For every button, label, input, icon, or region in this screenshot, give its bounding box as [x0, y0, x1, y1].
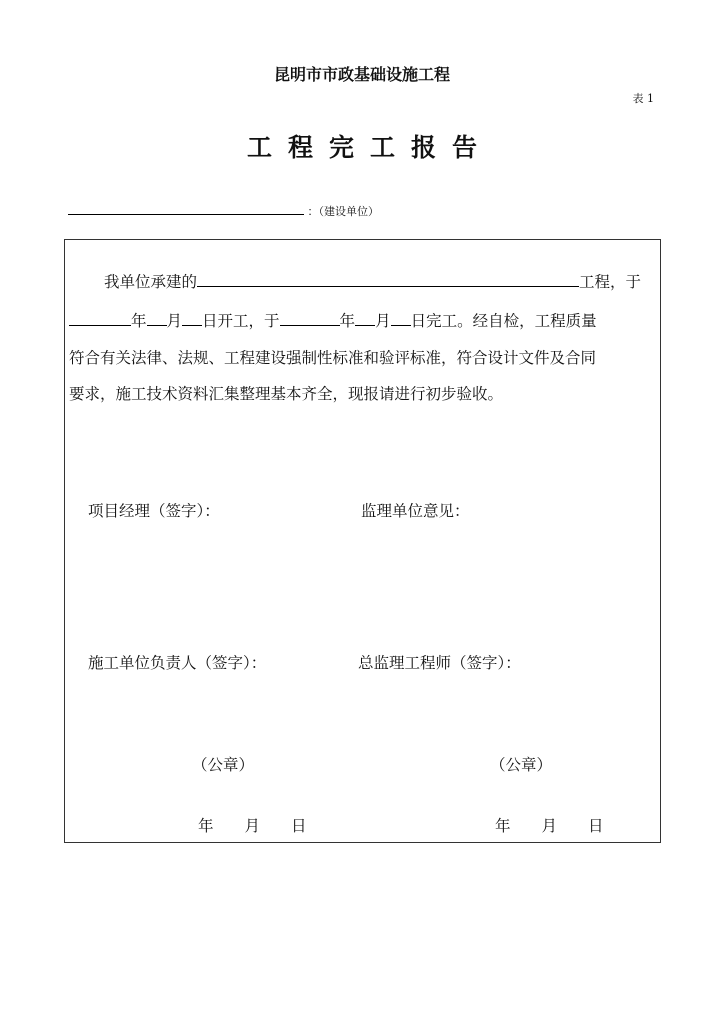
- body-line-2: [69, 309, 597, 331]
- project-manager-signature-label: 项目经理（签字）：: [88, 502, 220, 520]
- organization-heading: 昆明市市政基础设施工程: [273, 65, 450, 84]
- start-month-blank[interactable]: [147, 310, 167, 327]
- seal-left: （公章）: [192, 756, 255, 774]
- end-year-blank[interactable]: [280, 310, 340, 327]
- end-month-blank[interactable]: [355, 310, 375, 327]
- supervisor-opinion-label: 监理单位意见：: [361, 502, 470, 520]
- body-line-4: 要求，施工技术资料汇集整理基本齐全，现报请进行初步验收。: [69, 385, 504, 403]
- contractor-head-signature-label: 施工单位负责人（签字）：: [88, 654, 267, 672]
- line1-prefix: 我单位承建的: [104, 273, 198, 291]
- table-number: 表 1: [632, 92, 654, 105]
- body-line-3: 符合有关法律、法规、工程建设强制性标准和验评标准，符合设计文件及合同: [69, 349, 597, 367]
- month-label: 月: [166, 312, 183, 330]
- construction-unit-blank[interactable]: [68, 203, 304, 215]
- addressee-suffix: ：（建设单位）: [307, 205, 379, 218]
- year-label: 年: [339, 312, 356, 330]
- addressee-line: [68, 203, 379, 219]
- start-day-blank[interactable]: [182, 310, 202, 327]
- date-left: 年 月 日: [198, 817, 307, 835]
- month-label: 月: [375, 312, 391, 330]
- end-day-blank[interactable]: [391, 310, 411, 327]
- page-title: 工程完工报告: [246, 133, 493, 162]
- start-day-label: 日开工，于: [202, 312, 280, 330]
- project-name-blank[interactable]: [197, 271, 579, 288]
- chief-supervisor-signature-label: 总监理工程师（签字）：: [358, 654, 521, 672]
- body-line-1: [104, 270, 641, 292]
- start-year-blank[interactable]: [69, 310, 131, 327]
- end-day-label: 日完工。经自检，工程质量: [410, 312, 597, 330]
- line1-suffix: 工程，于: [579, 273, 642, 291]
- year-label: 年: [131, 312, 147, 330]
- date-right: 年 月 日: [495, 817, 604, 835]
- seal-right: （公章）: [490, 756, 553, 774]
